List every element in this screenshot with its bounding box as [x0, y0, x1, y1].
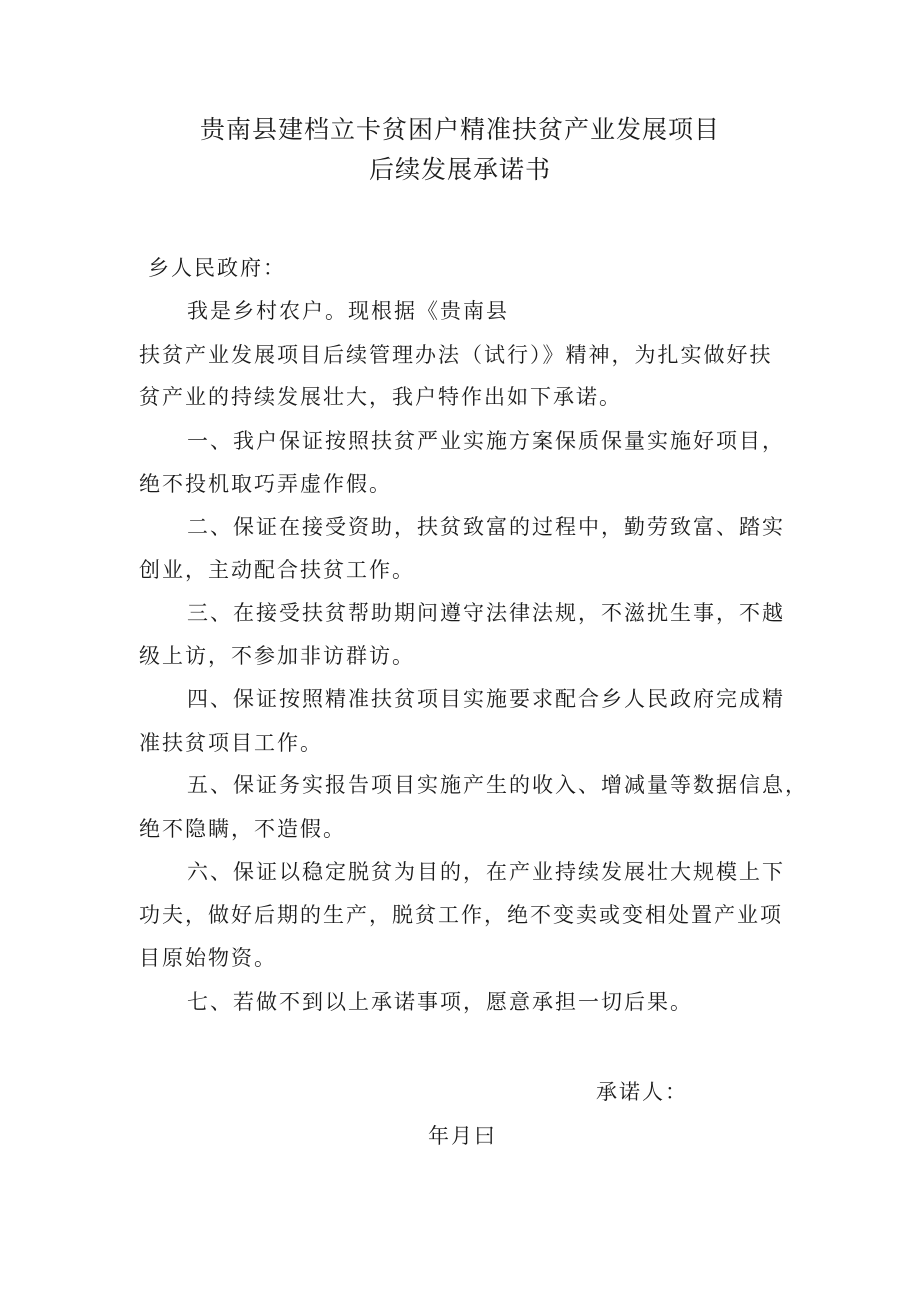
promise-2-line-2: 创业，主动配合扶贫工作。 — [139, 558, 415, 582]
intro-line-2: 扶贫产业发展项目后续管理办法（试行）》精神，为扎实做好扶 — [139, 343, 773, 367]
promise-1-line-1: 一、我户保证按照扶贫严业实施方案保质保量实施好项目， — [187, 429, 785, 453]
promise-4-line-2: 准扶贫项目工作。 — [139, 731, 323, 755]
promise-6-line-1: 六、保证以稳定脱贫为目的，在产业持续发展壮大规模上下 — [187, 860, 785, 884]
document-title-line-2: 后续发展承诺书 — [368, 155, 551, 184]
promise-4-line-1: 四、保证按照精准扶贫项目实施要求配合乡人民政府完成精 — [187, 687, 785, 711]
date-label: 年月曰 — [428, 1124, 497, 1148]
promise-3-line-1: 三、在接受扶贫帮助期问遵守法律法规，不滋扰生事，不越 — [187, 601, 785, 625]
promise-3-line-2: 级上访，不参加非访群访。 — [139, 644, 415, 668]
addressee: 乡人民政府： — [148, 256, 286, 280]
signature-label: 承诺人： — [596, 1080, 688, 1104]
promise-5-line-1: 五、保证务实报告项目实施产生的收入、增减量等数据信息， — [187, 773, 808, 797]
promise-1-line-2: 绝不投机取巧弄虚作假。 — [139, 472, 392, 496]
promise-2-line-1: 二、保证在接受资助，扶贫致富的过程中，勤劳致富、踏实 — [187, 515, 785, 539]
promise-6-line-3: 目原始物资。 — [139, 946, 277, 970]
promise-5-line-2: 绝不隐瞒，不造假。 — [139, 817, 346, 841]
promise-7-line-1: 七、若做不到以上承诺事项，愿意承担一切后果。 — [187, 990, 693, 1014]
intro-line-3: 贫产业的持续发展壮大，我户特作出如下承诺。 — [139, 385, 622, 409]
intro-line-1: 我是乡村农户。现根据《贵南县 — [187, 299, 509, 323]
document-title-line-1: 贵南县建档立卡贫困户精准扶贫产业发展项目 — [199, 115, 720, 144]
promise-6-line-2: 功夫，做好后期的生产，脱贫工作，绝不变卖或变相处置产业项 — [139, 903, 783, 927]
